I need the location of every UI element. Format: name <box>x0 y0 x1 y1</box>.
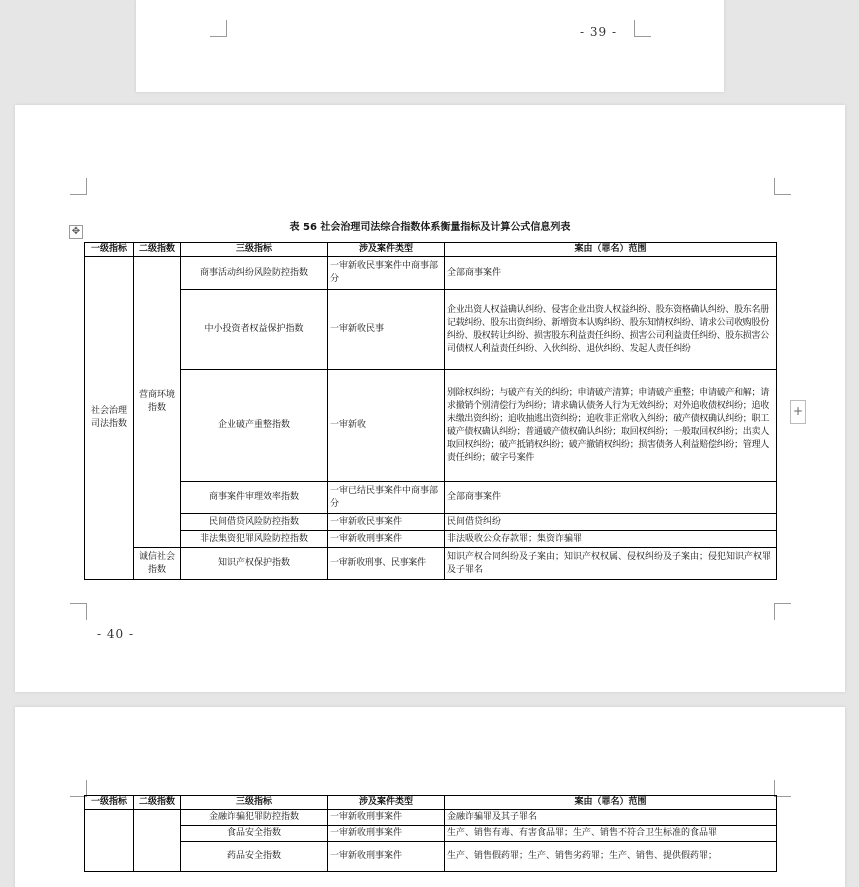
plus-icon[interactable]: + <box>790 400 806 424</box>
margin-corner-mark <box>774 603 791 620</box>
header-level3: 三级指标 <box>181 796 328 810</box>
table-row <box>85 290 777 370</box>
scope-cell: 民间借贷纠纷 <box>445 514 777 531</box>
scope-cell: 生产、销售假药罪；生产、销售劣药罪；生产、销售、提供假药罪； <box>445 842 777 872</box>
level2-cell <box>134 810 181 872</box>
level3-cell: 中小投资者权益保护指数 <box>181 290 328 370</box>
page-41 <box>15 707 845 887</box>
move-handle-icon[interactable]: ✥ <box>69 225 83 239</box>
margin-corner-mark <box>70 178 87 195</box>
case-type-cell: 一审新收民事案件 <box>328 514 445 531</box>
page-number: - 40 - <box>97 627 135 641</box>
scope-cell: 知识产权合同纠纷及子案由；知识产权权属、侵权纠纷及子案由；侵犯知识产权罪及子罪名 <box>445 548 777 580</box>
index-table-continued <box>84 795 777 872</box>
margin-corner-mark <box>210 20 227 37</box>
level3-cell: 民间借贷风险防控指数 <box>181 514 328 531</box>
level3-cell: 企业破产重整指数 <box>181 370 328 482</box>
level1-cell <box>85 810 134 872</box>
scope-cell: 生产、销售有毒、有害食品罪；生产、销售不符合卫生标准的食品罪 <box>445 826 777 842</box>
level3-cell: 商事活动纠纷风险防控指数 <box>181 257 328 290</box>
case-type-cell: 一审新收刑事案件 <box>328 810 445 826</box>
table-row <box>85 370 777 482</box>
header-level1: 一级指标 <box>85 243 134 257</box>
header-case-type: 涉及案件类型 <box>328 796 445 810</box>
table-row <box>85 810 777 826</box>
case-type-cell: 一审新收刑事案件 <box>328 842 445 872</box>
case-type-cell: 一审已结民事案件中商事部分 <box>328 482 445 514</box>
case-type-cell: 一审新收刑事案件 <box>328 826 445 842</box>
table-row <box>85 514 777 531</box>
level3-cell: 食品安全指数 <box>181 826 328 842</box>
header-level3: 三级指标 <box>181 243 328 257</box>
case-type-cell: 一审新收刑事、民事案件 <box>328 548 445 580</box>
scope-cell: 全部商事案件 <box>445 482 777 514</box>
scope-cell: 企业出资人权益确认纠纷、侵害企业出资人权益纠纷、股东资格确认纠纷、股东名册记载纠纷、股东出资纠纷、新增资本认购纠纷、股东知情权纠纷、请求公司收购股份纠纷、股权转让纠纷、损害股东利益责任纠纷、损害公司利益责任纠纷、股东损害公司债权人利益责任纠纷、入伙纠纷、退伙纠纷、发起人责任纠纷 <box>445 290 777 370</box>
header-case-type: 涉及案件类型 <box>328 243 445 257</box>
header-scope: 案由（罪名）范围 <box>445 243 777 257</box>
table-row <box>85 531 777 548</box>
table-header-row <box>85 243 777 257</box>
level3-cell: 知识产权保护指数 <box>181 548 328 580</box>
margin-corner-mark <box>70 603 87 620</box>
page-40 <box>15 105 845 692</box>
level2-cell: 营商环境指数 <box>134 257 181 548</box>
level2-cell: 诚信社会指数 <box>134 548 181 580</box>
scope-cell: 非法吸收公众存款罪；集资诈骗罪 <box>445 531 777 548</box>
table-row <box>85 842 777 872</box>
table-row <box>85 257 777 290</box>
level3-cell: 商事案件审理效率指数 <box>181 482 328 514</box>
page-39 <box>136 0 724 92</box>
table-title: 表 56 社会治理司法综合指数体系衡量指标及计算公式信息列表 <box>289 222 571 233</box>
table-row <box>85 482 777 514</box>
level3-cell: 金融诈骗犯罪防控指数 <box>181 810 328 826</box>
table-row <box>85 548 777 580</box>
header-level2: 二级指数 <box>134 243 181 257</box>
table-header-row <box>85 796 777 810</box>
header-level1: 一级指标 <box>85 796 134 810</box>
case-type-cell: 一审新收 <box>328 370 445 482</box>
page-number: - 39 - <box>580 25 618 39</box>
table-row <box>85 826 777 842</box>
level3-cell: 非法集资犯罪风险防控指数 <box>181 531 328 548</box>
margin-corner-mark <box>634 20 651 37</box>
scope-cell: 全部商事案件 <box>445 257 777 290</box>
level3-cell: 药品安全指数 <box>181 842 328 872</box>
margin-corner-mark <box>774 178 791 195</box>
scope-cell: 别除权纠纷；与破产有关的纠纷；申请破产清算；申请破产重整；申请破产和解；请求撤销个别清偿行为纠纷；请求确认债务人行为无效纠纷；对外追收债权纠纷；追收未缴出资纠纷；追收抽逃出资纠纷；追收非正常收入纠纷；破产债权确认纠纷；职工破产债权确认纠纷；普通破产债权确认纠纷；取回权纠纷；一般取回权纠纷；出卖人取回权纠纷；破产抵销权纠纷；破产撤销权纠纷；损害债务人利益赔偿纠纷；管理人责任纠纷；破字号案件 <box>445 370 777 482</box>
level1-cell: 社会治理司法指数 <box>85 257 134 580</box>
case-type-cell: 一审新收民事案件中商事部分 <box>328 257 445 290</box>
case-type-cell: 一审新收民事 <box>328 290 445 370</box>
header-scope: 案由（罪名）范围 <box>445 796 777 810</box>
case-type-cell: 一审新收刑事案件 <box>328 531 445 548</box>
scope-cell: 金融诈骗罪及其子罪名 <box>445 810 777 826</box>
index-table <box>84 242 777 580</box>
header-level2: 二级指数 <box>134 796 181 810</box>
